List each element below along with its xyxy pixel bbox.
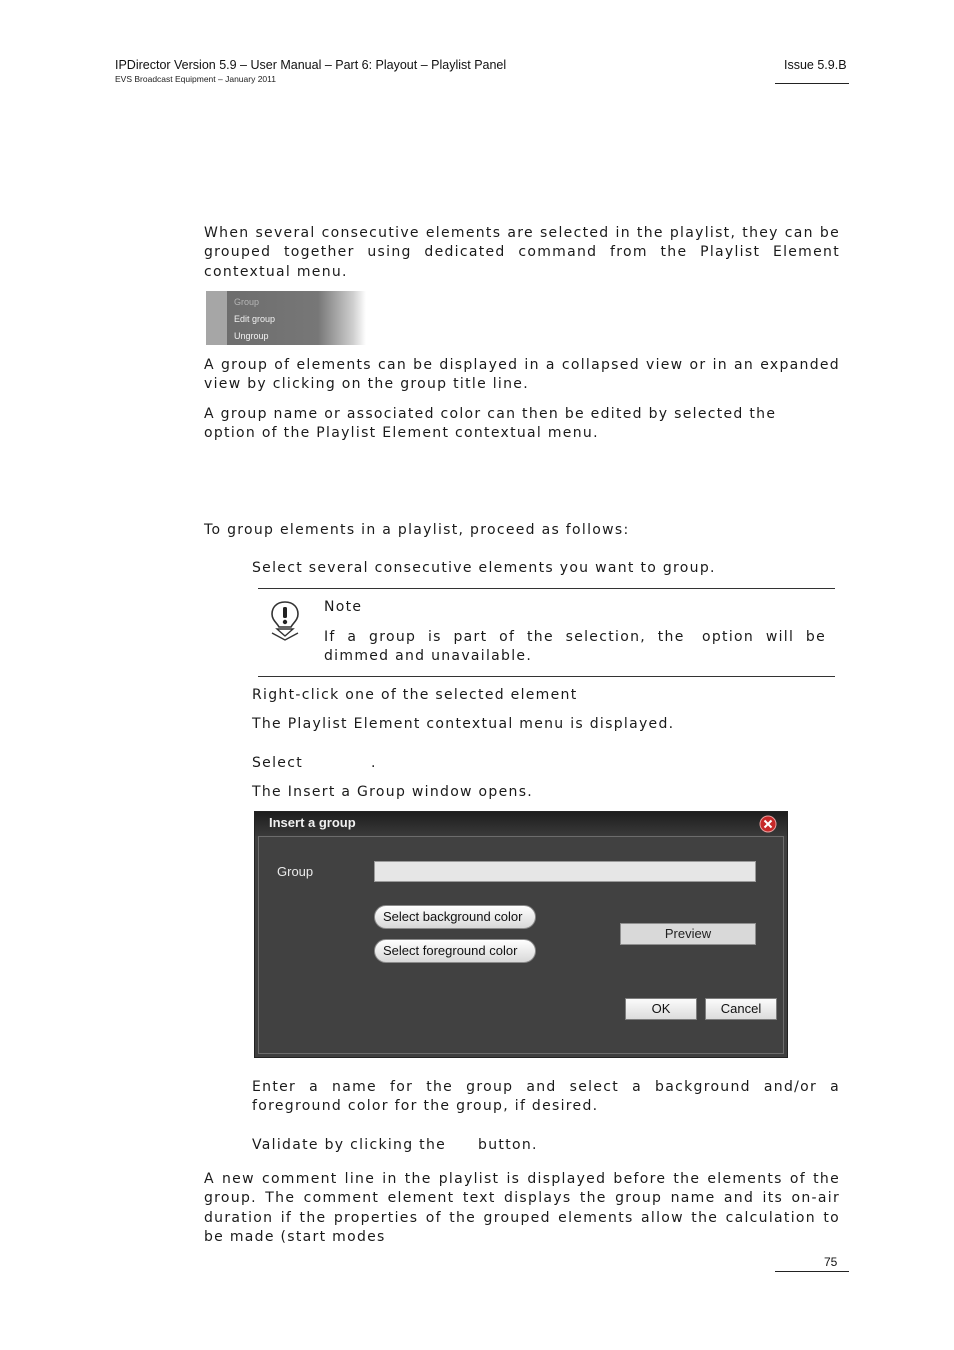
intro-paragraph-3-line-1: A group name or associated color can then be edited by selected the [204,406,777,422]
context-menu-side-bar [206,291,227,345]
note-line-2: dimmed and unavailable. [324,648,533,665]
insert-group-dialog [254,811,788,1058]
step-5 [252,1136,840,1155]
note-line-1-start: If a group is part of the selection, the [324,629,685,645]
step-3-text: Select [252,755,303,771]
step-2-result: The Playlist Element contextual menu is displayed. [252,716,675,732]
note-top-rule [258,588,835,589]
procedure-intro: To group elements in a playlist, proceed as follows: [204,522,630,538]
dialog-title: Insert a group [269,815,356,830]
note-text [324,628,826,667]
header-subtitle: EVS Broadcast Equipment – January 2011 [115,74,276,84]
group-name-input[interactable] [374,861,756,882]
select-background-color-button[interactable]: Select background color [374,905,536,929]
step-3-period: . [371,755,377,771]
group-label: Group [277,864,314,879]
context-menu-item-ungroup: Ungroup [234,331,269,341]
cancel-button[interactable]: Cancel [705,998,777,1020]
header-rule [775,83,849,84]
note-line-1-end: option will be [702,629,826,645]
step-2: Right-click one of the selected element [252,687,578,703]
step-4: Enter a name for the group and select a background and/or a foreground color for the group, if desired. [252,1079,840,1115]
context-menu-item-group: Group [234,297,260,307]
dialog-body [258,836,784,1054]
select-foreground-color-button[interactable]: Select foreground color [374,939,536,963]
intro-paragraph-3-line-2: option of the Playlist Element contextual menu. [204,425,599,441]
footer-rule [775,1271,849,1272]
warning-icon [268,600,302,642]
page-number: 75 [824,1255,838,1269]
step-1: Select several consecutive elements you want to group. [252,560,716,576]
outro-paragraph: A new comment line in the playlist is displayed before the elements of the group. The comment element text displays the group name and its on-air duration if the properties of the grouped elements allow the calculation to be made (start modes [204,1171,840,1246]
close-icon[interactable] [759,815,777,833]
preview-box: Preview [620,923,756,945]
header-title: IPDirector Version 5.9 – User Manual – Part 6: Playout – Playlist Panel [115,58,507,72]
context-menu-image [206,291,366,345]
note-title: Note [324,599,363,615]
dialog-titlebar [255,812,787,836]
context-menu-item-edit-group: Edit group [234,314,276,324]
ok-button[interactable]: OK [625,998,697,1020]
step-5-text: Validate by clicking the [252,1137,447,1153]
intro-paragraph-2: A group of elements can be displayed in a collapsed view or in an expanded view by clicking on the group title line. [204,357,840,393]
header-issue: Issue 5.9.B [784,58,847,72]
step-3 [252,754,840,773]
note-bottom-rule [258,676,835,677]
step-3-result: The Insert a Group window opens. [252,784,534,800]
intro-paragraph-1: When several consecutive elements are selected in the playlist, they can be grouped together using dedicated command from the Playlist Element contextual menu. [204,225,840,280]
step-5-end: button. [478,1137,538,1153]
